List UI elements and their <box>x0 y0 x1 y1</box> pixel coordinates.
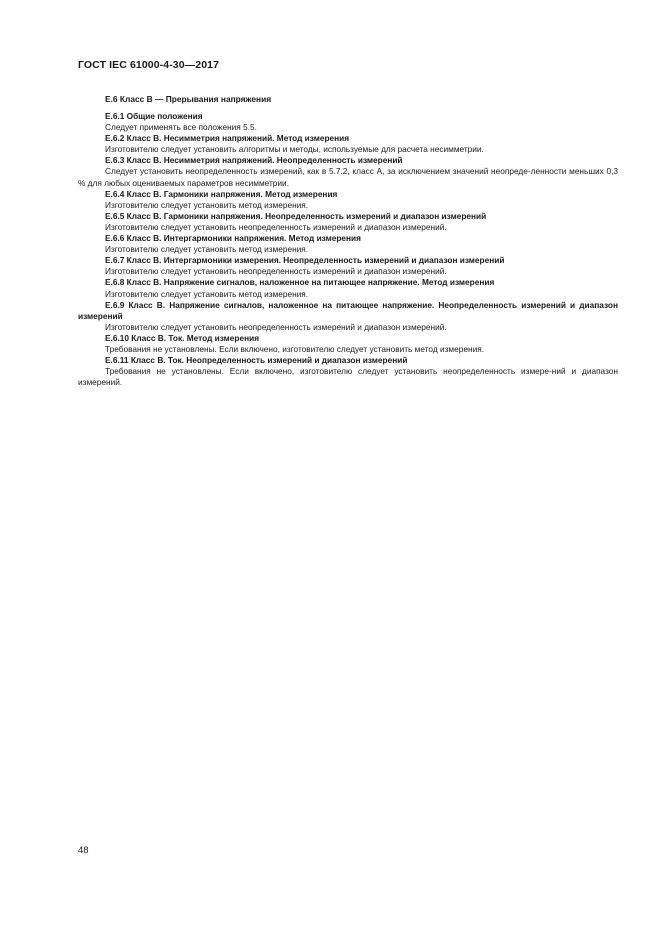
paragraph: Следует применять все положения 5.5. <box>105 122 257 133</box>
section-title: E.6 Класс В — Прерывания напряжения <box>105 94 272 104</box>
paragraph: Изготовителю следует установить неопределенность измерений и диапазон измерений. <box>105 266 447 277</box>
subsection-heading: E.6.7 Класс В. Интергармоники измерения. Неопределенность измерений и диапазон измерений <box>105 255 505 266</box>
page-number: 48 <box>78 845 89 856</box>
subsection-heading: E.6.1 Общие положения <box>105 111 203 121</box>
subsection-heading: E.6.2 Класс В. Несимметрия напряжений. Метод измерения <box>105 133 350 144</box>
paragraph: Изготовителю следует установить неопределенность измерений и диапазон измерений. <box>105 321 447 332</box>
paragraph: Изготовителю следует установить метод измерения. <box>105 288 309 299</box>
paragraph: Следует установить неопределенность измерений, как в 5.7.2, класс А, за исключением значений неопреде-ленности меньших 0,3 % для любых оцениваемых параметров несимметрии. <box>78 166 618 188</box>
subsection-heading: E.6.6 Класс В. Интергармоники напряжения. Метод измерения <box>105 233 361 244</box>
paragraph: Изготовителю следует установить неопределенность измерений и диапазон измерений. <box>105 221 447 232</box>
paragraph: Требования не установлены. Если включено, изготовителю следует установить метод измерения. <box>105 343 484 354</box>
subsection-heading: E.6.3 Класс В. Несимметрия напряжений. Неопределенность измерений <box>105 155 403 166</box>
paragraph: Требования не установлены. Если включено, изготовителю следует установить неопределенность измере-ний и диапазон измерений. <box>78 366 618 388</box>
subsection-heading: E.6.8 Класс В. Напряжение сигналов, наложенное на питающее напряжение. Метод измерения <box>105 277 495 288</box>
paragraph: Изготовителю следует установить алгоритмы и методы, используемые для расчета несимметрии. <box>105 144 484 155</box>
subsection-heading: E.6.4 Класс В. Гармоники напряжения. Метод измерения <box>105 188 338 199</box>
subsection-heading: E.6.5 Класс В. Гармоники напряжения. Неопределенность измерений и диапазон измерений <box>105 210 487 221</box>
body-text <box>78 111 618 388</box>
subsection-heading: E.6.10 Класс В. Ток. Метод измерения <box>105 332 260 343</box>
paragraph: Изготовителю следует установить метод измерения. <box>105 199 309 210</box>
subsection-heading: E.6.11 Класс В. Ток. Неопределенность измерений и диапазон измерений <box>105 355 408 366</box>
standard-header: ГОСТ IEC 61000-4-30—2017 <box>78 59 220 71</box>
paragraph: Изготовителю следует установить метод измерения. <box>105 244 309 255</box>
subsection-heading: E.6.9 Класс В. Напряжение сигналов, наложенное на питающее напряжение. Неопределенность измерений и диапазон измерений <box>78 299 618 321</box>
